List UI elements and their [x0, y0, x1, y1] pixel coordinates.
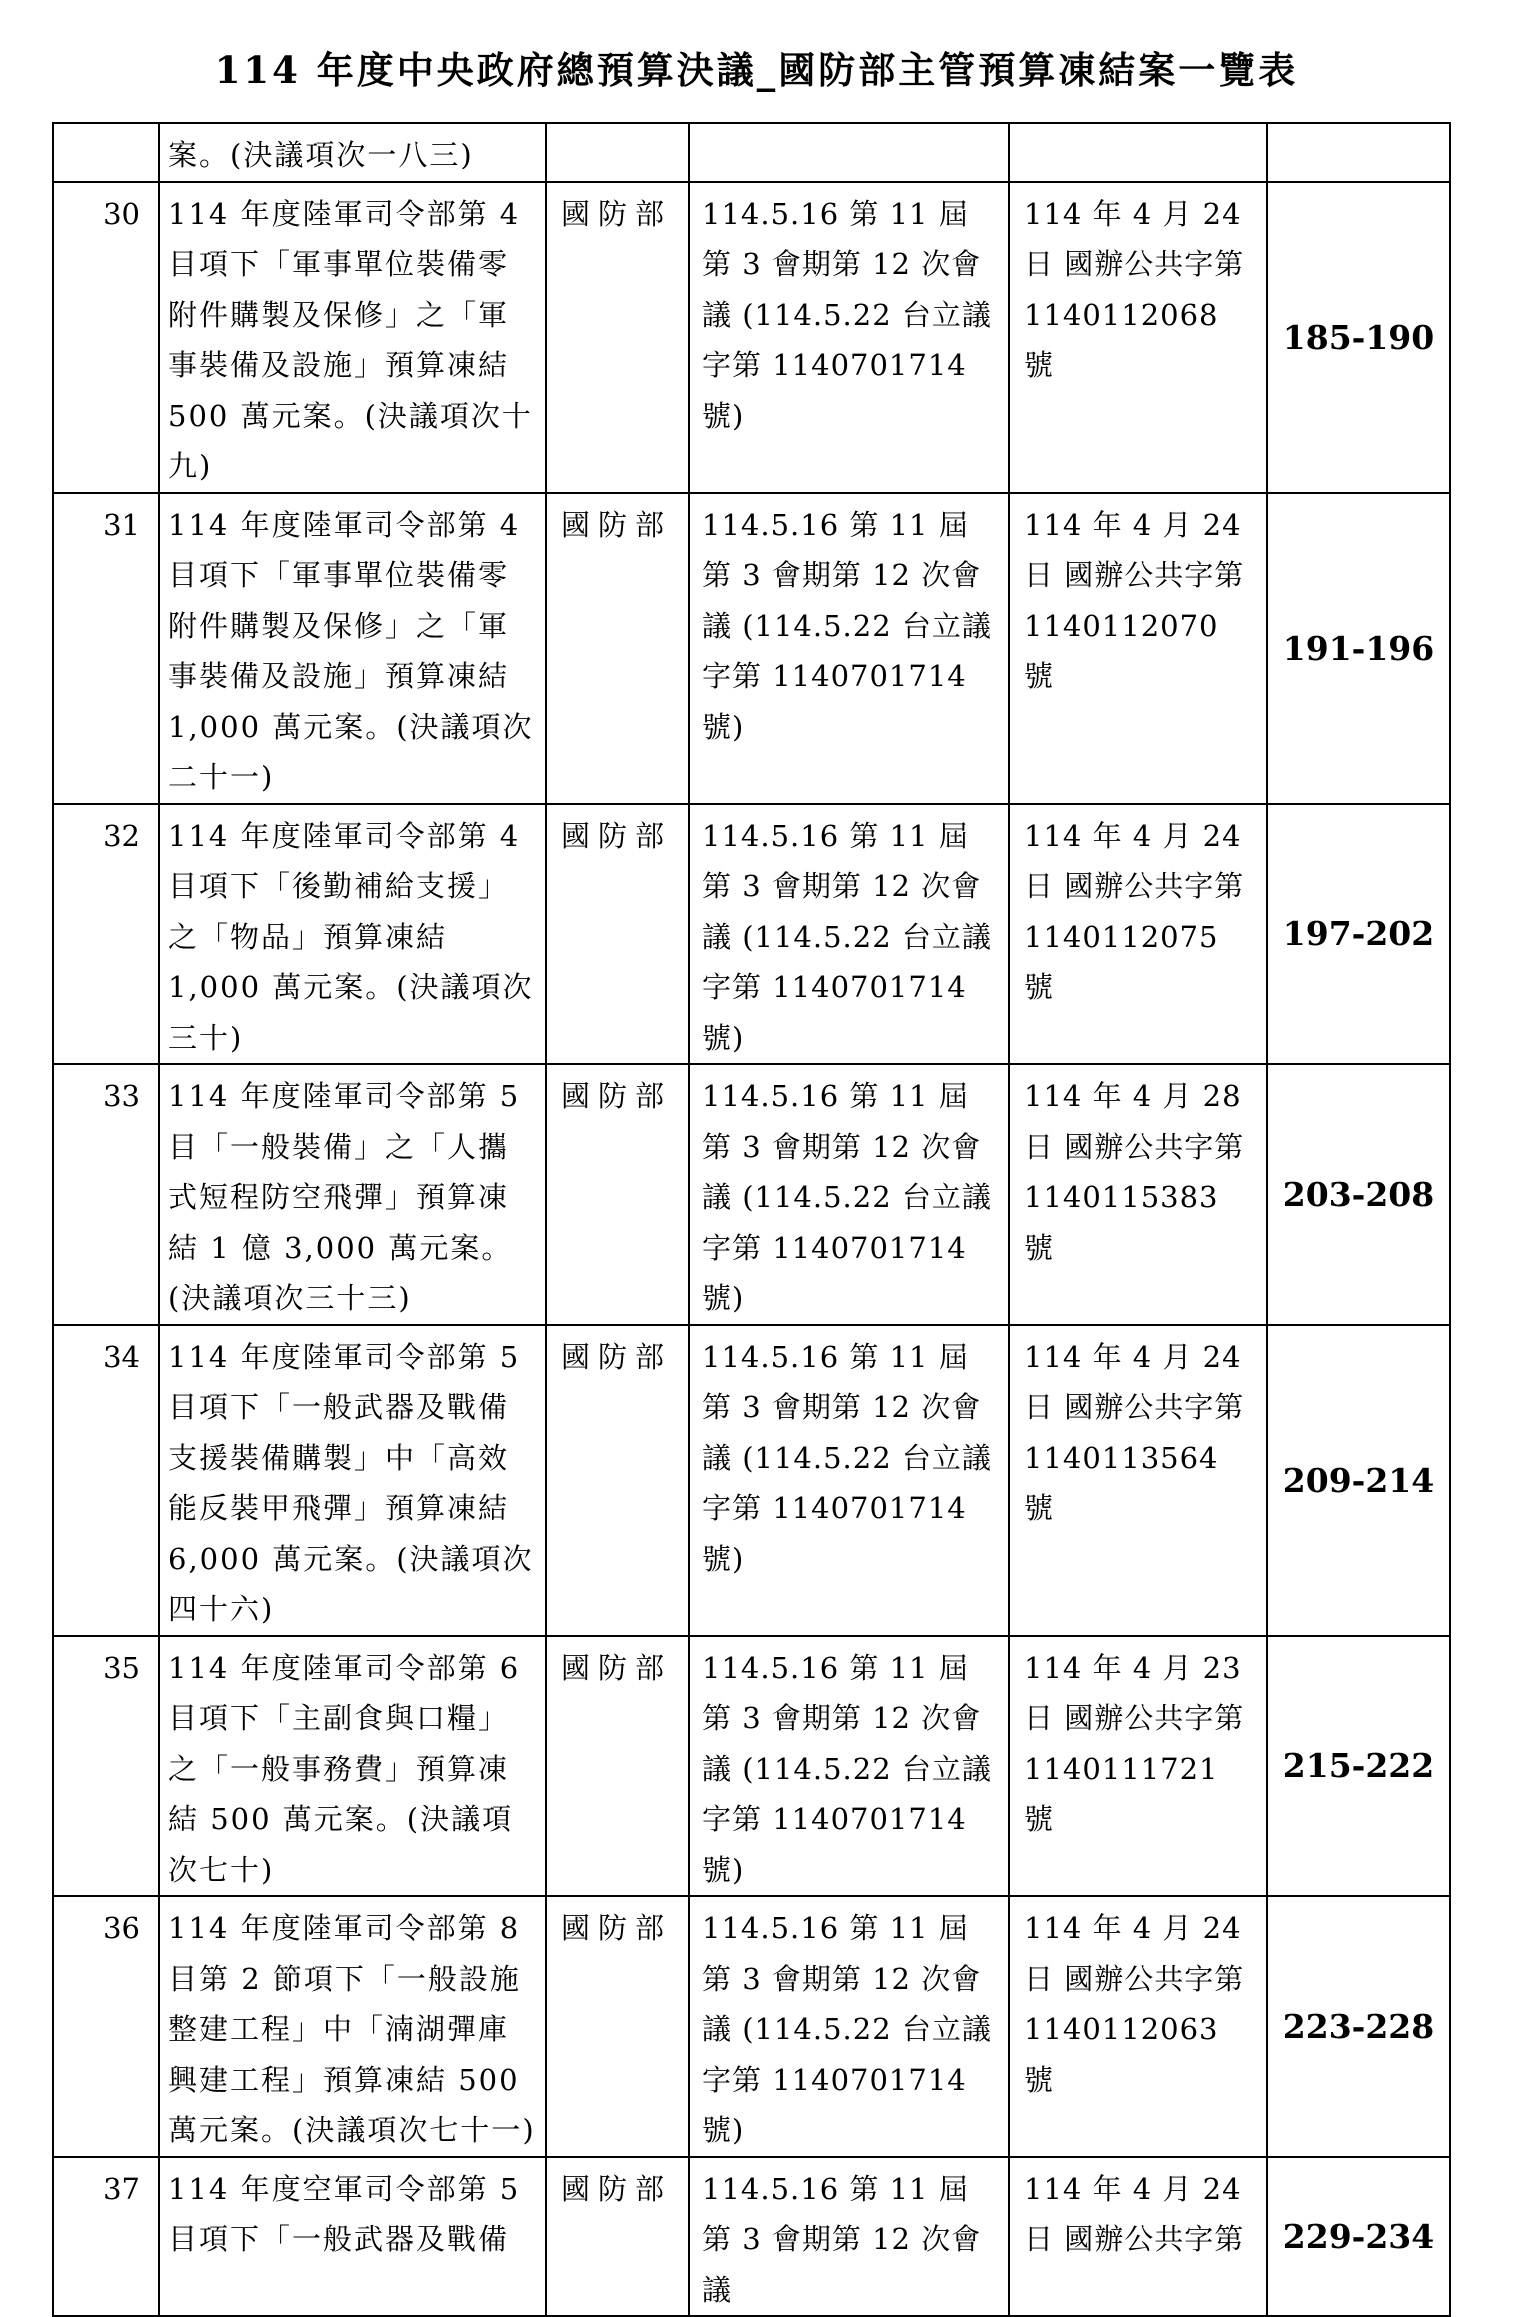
cell-no-text: 31: [103, 507, 140, 542]
cell-pages: [1267, 1636, 1450, 1897]
cell-description-text: 114 年度空軍司令部第 5 目項下「一般武器及戰備: [168, 2171, 532, 2256]
table-row: [53, 182, 1450, 493]
cell-document-text: 114 年 4 月 24 日 國辦公共字第 1140112075 號: [1024, 818, 1255, 1004]
cell-resolution-text: 114.5.16 第 11 屆第 3 會期第 12 次會議 (114.5.22 台立議字第 1140701714 號): [702, 196, 992, 433]
cell-document-text: 114 年 4 月 24 日 國辦公共字第 1140113564 號: [1024, 1339, 1255, 1525]
cell-document: [1009, 1636, 1267, 1897]
cell-document: [1009, 1896, 1267, 2157]
cell-resolution: [689, 804, 1009, 1065]
table-row: [53, 1064, 1450, 1325]
cell-description-text: 114 年度陸軍司令部第 5 目「一般裝備」之「人攜式短程防空飛彈」預算凍結 1 億 3,000 萬元案。(決議項次三十三): [168, 1079, 532, 1315]
cell-document: [1009, 123, 1267, 182]
cell-document-text: 114 年 4 月 23 日 國辦公共字第 1140111721 號: [1024, 1650, 1255, 1836]
cell-no: [53, 1064, 159, 1325]
cell-no: [53, 123, 159, 182]
cell-no: [53, 493, 159, 804]
cell-description-text: 114 年度陸軍司令部第 6 目項下「主副食與口糧」之「一般事務費」預算凍結 500 萬元案。(決議項次七十): [168, 1650, 532, 1887]
cell-description: [159, 1636, 546, 1897]
cell-pages-text: 215-222: [1282, 1746, 1435, 1786]
cell-description: [159, 804, 546, 1065]
cell-no-text: 34: [103, 1339, 140, 1374]
cell-pages: [1267, 1325, 1450, 1636]
cell-document: [1009, 804, 1267, 1065]
cell-resolution: [689, 1636, 1009, 1897]
cell-no-text: 30: [103, 196, 140, 231]
cell-no: [53, 804, 159, 1065]
cell-document: [1009, 493, 1267, 804]
cell-description-text: 114 年度陸軍司令部第 4 目項下「後勤補給支援」之「物品」預算凍結 1,000 萬元案。(決議項次三十): [168, 818, 534, 1055]
cell-no: [53, 1896, 159, 2157]
cell-resolution-text: 114.5.16 第 11 屆第 3 會期第 12 次會議 (114.5.22 台立議字第 1140701714 號): [702, 1650, 992, 1887]
cell-no: [53, 182, 159, 493]
cell-no-text: 35: [103, 1650, 140, 1685]
table-row: [53, 1325, 1450, 1636]
table-row: [53, 804, 1450, 1065]
cell-org: [546, 1896, 689, 2157]
cell-document: [1009, 182, 1267, 493]
cell-resolution-text: 114.5.16 第 11 屆第 3 會期第 12 次會議 (114.5.22 台立議字第 1140701714 號): [702, 507, 992, 744]
cell-no: [53, 2157, 159, 2317]
table-row: [53, 1896, 1450, 2157]
cell-pages: [1267, 1896, 1450, 2157]
table-row: [53, 493, 1450, 804]
cell-document-text: 114 年 4 月 24 日 國辦公共字第 1140112070 號: [1024, 507, 1255, 693]
table-row: [53, 1636, 1450, 1897]
cell-pages-text: 229-234: [1282, 2216, 1435, 2256]
cell-pages-text: 185-190: [1282, 317, 1435, 357]
cell-document: [1009, 1064, 1267, 1325]
cell-pages: [1267, 1064, 1450, 1325]
cell-org: [546, 2157, 689, 2317]
cell-pages: [1267, 493, 1450, 804]
cell-org: [546, 1064, 689, 1325]
cell-pages: [1267, 182, 1450, 493]
table-row-continuation: [53, 123, 1450, 182]
cell-org-text: 國防部: [561, 1079, 673, 1113]
cell-resolution-text: 114.5.16 第 11 屆第 3 會期第 12 次會議 (114.5.22 台立議字第 1140701714 號): [702, 1911, 992, 2147]
cell-pages-text: 197-202: [1282, 914, 1435, 954]
cell-description: [159, 1896, 546, 2157]
cell-no: [53, 1636, 159, 1897]
cell-org-text: 國防部: [561, 1339, 673, 1374]
cell-document-text: 114 年 4 月 24 日 國辦公共字第: [1024, 2171, 1252, 2256]
description-text: 案。(決議項次一八三): [168, 138, 474, 172]
cell-resolution: [689, 1896, 1009, 2157]
cell-no-text: 32: [103, 818, 140, 853]
cell-description-text: 114 年度陸軍司令部第 4 目項下「軍事單位裝備零附件購製及保修」之「軍事裝備及設施」預算凍結 500 萬元案。(決議項次十九): [168, 196, 533, 483]
budget-freeze-table: [52, 122, 1451, 2317]
cell-org-text: 國防部: [561, 1650, 673, 1685]
cell-resolution-text: 114.5.16 第 11 屆第 3 會期第 12 次會議 (114.5.22 台立議字第 1140701714 號): [702, 1079, 992, 1315]
cell-resolution: [689, 123, 1009, 182]
cell-no-text: 33: [103, 1079, 140, 1113]
cell-pages-text: 191-196: [1282, 628, 1435, 668]
cell-org: [546, 1325, 689, 1636]
cell-org-text: 國防部: [561, 1911, 673, 1945]
cell-document-text: 114 年 4 月 24 日 國辦公共字第 1140112068 號: [1024, 196, 1255, 382]
cell-resolution: [689, 1064, 1009, 1325]
cell-org: [546, 1636, 689, 1897]
cell-resolution-text: 114.5.16 第 11 屆第 3 會期第 12 次會議 (114.5.22 台立議字第 1140701714 號): [702, 1339, 992, 1576]
document-title: 114 年度中央政府總預算決議_國防部主管預算凍結案一覽表: [214, 48, 1299, 92]
cell-resolution: [689, 1325, 1009, 1636]
cell-description-text: 114 年度陸軍司令部第 5 目項下「一般武器及戰備支援裝備購製」中「高效能反裝甲飛彈」預算凍結 6,000 萬元案。(決議項次四十六): [168, 1339, 534, 1626]
table-row: [53, 2157, 1450, 2317]
cell-pages-text: 209-214: [1282, 1460, 1435, 1500]
cell-document-text: 114 年 4 月 28 日 國辦公共字第 1140115383 號: [1024, 1079, 1255, 1265]
cell-resolution-text: 114.5.16 第 11 屆第 3 會期第 12 次會議 (114.5.22 台立議字第 1140701714 號): [702, 818, 992, 1055]
cell-pages-text: 223-228: [1282, 2006, 1435, 2046]
cell-description-text: 114 年度陸軍司令部第 4 目項下「軍事單位裝備零附件購製及保修」之「軍事裝備及設施」預算凍結 1,000 萬元案。(決議項次二十一): [168, 507, 534, 794]
cell-org: [546, 804, 689, 1065]
cell-document-text: 114 年 4 月 24 日 國辦公共字第 1140112063 號: [1024, 1911, 1255, 2097]
cell-no-text: 36: [103, 1911, 140, 1945]
cell-org-text: 國防部: [561, 2171, 673, 2206]
cell-org: [546, 182, 689, 493]
cell-description: [159, 1325, 546, 1636]
cell-pages: [1267, 123, 1450, 182]
cell-pages-text: 203-208: [1282, 1174, 1435, 1214]
cell-resolution: [689, 2157, 1009, 2317]
cell-org: [546, 493, 689, 804]
cell-org-text: 國防部: [561, 818, 673, 853]
cell-resolution: [689, 493, 1009, 804]
cell-pages: [1267, 2157, 1450, 2317]
cell-document: [1009, 1325, 1267, 1636]
cell-pages: [1267, 804, 1450, 1065]
cell-document: [1009, 2157, 1267, 2317]
cell-description-text: 114 年度陸軍司令部第 8 目第 2 節項下「一般設施整建工程」中「湳湖彈庫興建工程」預算凍結 500 萬元案。(決議項次七十一): [168, 1911, 536, 2147]
cell-description: [159, 123, 546, 182]
cell-org: [546, 123, 689, 182]
cell-description: [159, 182, 546, 493]
cell-description: [159, 1064, 546, 1325]
cell-resolution-text: 114.5.16 第 11 屆第 3 會期第 12 次會議: [702, 2171, 982, 2307]
cell-no-text: 37: [103, 2171, 140, 2206]
cell-org-text: 國防部: [561, 507, 673, 542]
cell-org-text: 國防部: [561, 196, 673, 231]
cell-description: [159, 2157, 546, 2317]
cell-resolution: [689, 182, 1009, 493]
cell-no: [53, 1325, 159, 1636]
cell-description: [159, 493, 546, 804]
